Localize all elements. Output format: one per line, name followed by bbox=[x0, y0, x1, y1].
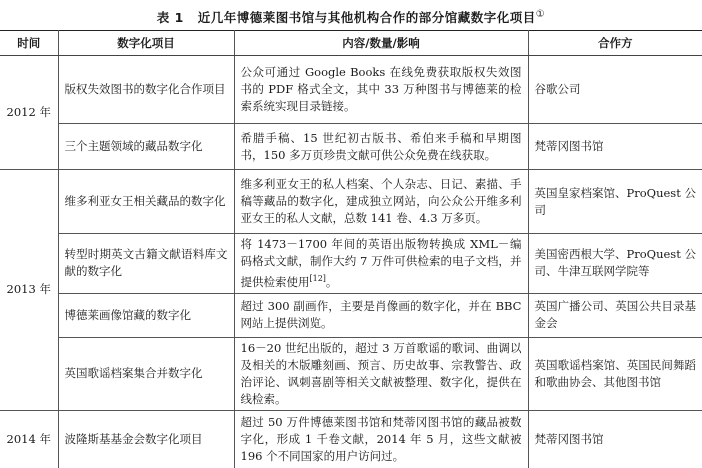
table-header-row bbox=[0, 31, 702, 56]
citation-ref: [12] bbox=[309, 274, 326, 283]
content-cell: 希腊手稿、15 世纪初古版书、希伯来手稿和早期图书，150 多万页珍贵文献可供公众免费在线获取。 bbox=[234, 124, 528, 170]
project-cell: 版权失效图书的数字化合作项目 bbox=[58, 56, 234, 124]
table-row bbox=[0, 337, 702, 410]
table-row bbox=[0, 124, 702, 170]
content-cell bbox=[234, 234, 528, 294]
partner-cell: 梵蒂冈图书馆 bbox=[528, 124, 702, 170]
header-content: 内容/数量/影响 bbox=[234, 31, 528, 56]
header-time: 时间 bbox=[0, 31, 58, 56]
table-row bbox=[0, 56, 702, 124]
year-cell: 2012 年 bbox=[0, 56, 58, 170]
table-row bbox=[0, 293, 702, 337]
footnote-marker: ① bbox=[535, 9, 546, 20]
table-row bbox=[0, 170, 702, 234]
partner-cell: 英国广播公司、英国公共目录基金会 bbox=[528, 293, 702, 337]
content-cell: 公众可通过 Google Books 在线免费获取版权失效图书的 PDF 格式全文，其中 33 万种图书与博德莱的检索系统实现目录链接。 bbox=[234, 56, 528, 124]
partner-cell: 英国皇家档案馆、ProQuest 公司 bbox=[528, 170, 702, 234]
content-cell: 维多利亚女王的私人档案、个人杂志、日记、素描、手稿等藏品的数字化，建成独立网站，向公众公开维多利亚女王的私人文献，总数 141 卷、4.3 万多页。 bbox=[234, 170, 528, 234]
project-cell: 维多利亚女王相关藏品的数字化 bbox=[58, 170, 234, 234]
project-cell: 波隆斯基基金会数字化项目 bbox=[58, 410, 234, 468]
project-cell: 转型时期英文古籍文献语料库文献的数字化 bbox=[58, 234, 234, 294]
digitization-projects-table bbox=[0, 30, 702, 468]
content-cell: 超过 50 万件博德莱图书馆和梵蒂冈图书馆的藏品被数字化，形成 1 千卷文献，2014 年 5 月，这些文献被 196 个不同国家的用户访问过。 bbox=[234, 410, 528, 468]
project-cell: 英国歌谣档案集合并数字化 bbox=[58, 337, 234, 410]
table-row bbox=[0, 234, 702, 294]
header-partner: 合作方 bbox=[528, 31, 702, 56]
table-row bbox=[0, 410, 702, 468]
content-text: 将 1473－1700 年间的英语出版物转换成 XML－编码格式文献，制作大约 7 万件可供检索的电子文档，并提供检索使用 bbox=[240, 237, 522, 289]
project-cell: 三个主题领域的藏品数字化 bbox=[58, 124, 234, 170]
table-caption bbox=[0, 0, 702, 30]
year-cell: 2014 年 bbox=[0, 410, 58, 468]
year-cell: 2013 年 bbox=[0, 170, 58, 411]
header-project: 数字化项目 bbox=[58, 31, 234, 56]
project-cell: 博德莱画像馆藏的数字化 bbox=[58, 293, 234, 337]
partner-cell: 梵蒂冈图书馆 bbox=[528, 410, 702, 468]
content-cell: 超过 300 副画作，主要是肖像画的数字化，并在 BBC 网站上提供浏览。 bbox=[234, 293, 528, 337]
table-number: 表 1 bbox=[156, 10, 184, 26]
content-cell: 16－20 世纪出版的，超过 3 万首歌谣的歌词、曲调以及相关的木版雕刻画、预言、历史故事、宗教警告、政治评论、讽刺喜剧等相关文献被整理、数字化，提供在线检索。 bbox=[234, 337, 528, 410]
partner-cell: 美国密西根大学、ProQuest 公司、牛津互联网学院等 bbox=[528, 234, 702, 294]
table-title: 近几年博德莱图书馆与其他机构合作的部分馆藏数字化项目 bbox=[197, 10, 536, 26]
partner-cell: 英国歌谣档案馆、英国民间舞蹈和歌曲协会、其他图书馆 bbox=[528, 337, 702, 410]
partner-cell: 谷歌公司 bbox=[528, 56, 702, 124]
content-end: 。 bbox=[325, 274, 338, 289]
